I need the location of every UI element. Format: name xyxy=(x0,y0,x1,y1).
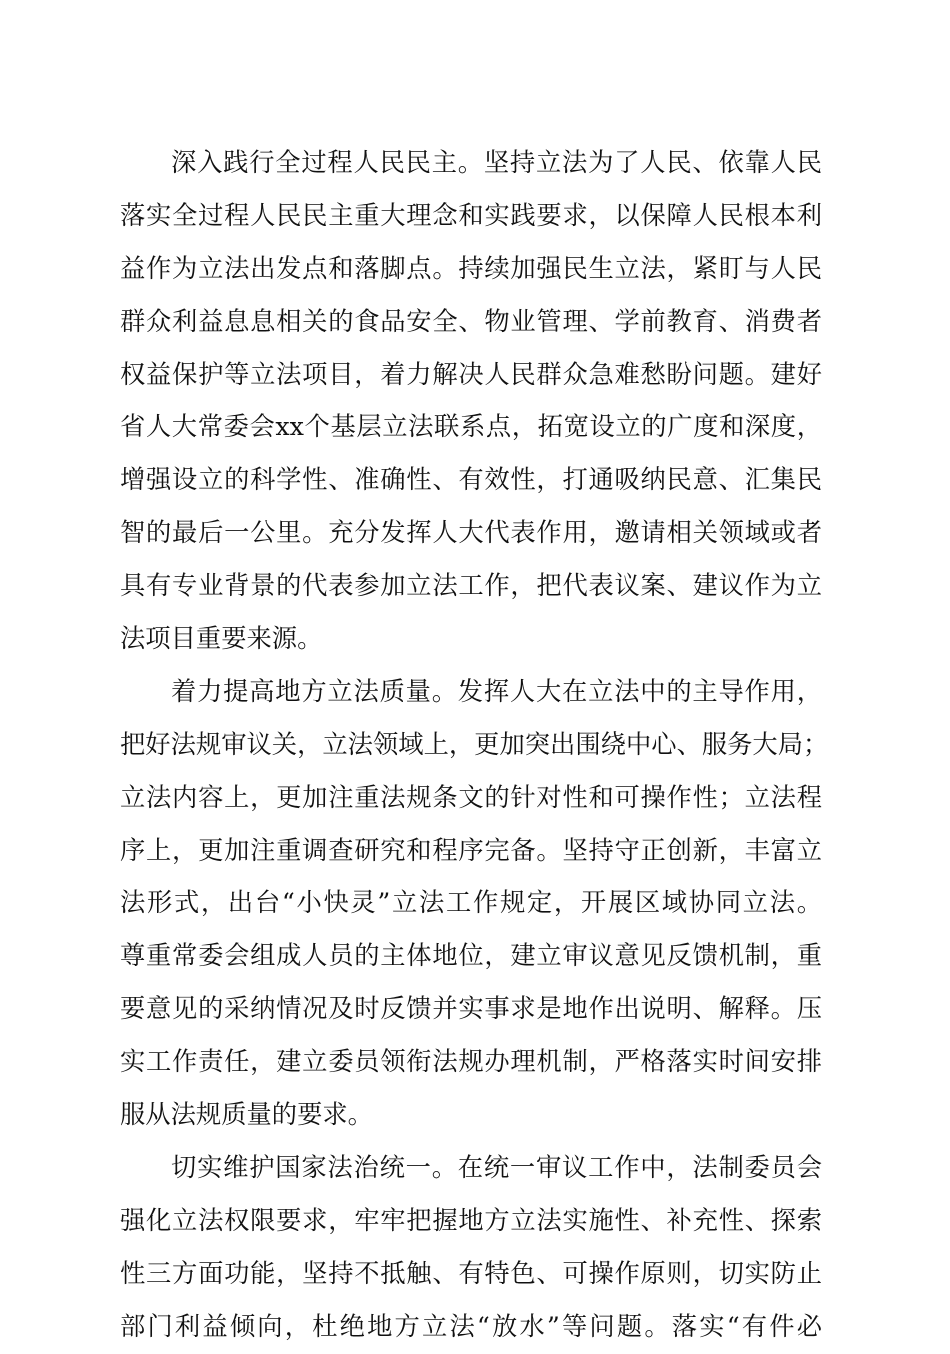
text-line: 性三方面功能，坚持不抵触、有特色、可操作原则，切实防止 xyxy=(120,1258,822,1288)
text-line: 法项目重要来源。 xyxy=(120,624,323,654)
text-line: 省人大常委会xx个基层立法联系点，拓宽设立的广度和深度， xyxy=(120,412,822,442)
text-line: 落实全过程人民民主重大理念和实践要求，以保障人民根本利 xyxy=(120,200,822,230)
paragraph-whole-process-democracy xyxy=(120,137,822,666)
text-line: 部门利益倾向，杜绝地方立法“放水”等问题。落实“有件必 xyxy=(120,1311,822,1341)
text-line: 服从法规质量的要求。 xyxy=(120,1100,373,1130)
text-line: 着力提高地方立法质量。发挥人大在立法中的主导作用， xyxy=(171,676,822,706)
text-line: 益作为立法出发点和落脚点。持续加强民生立法，紧盯与人民 xyxy=(120,253,822,283)
text-line: 权益保护等立法项目，着力解决人民群众急难愁盼问题。建好 xyxy=(120,359,822,389)
text-line: 智的最后一公里。充分发挥人大代表作用，邀请相关领域或者 xyxy=(120,518,822,548)
text-line: 强化立法权限要求，牢牢把握地方立法实施性、补充性、探索 xyxy=(120,1205,822,1235)
text-line: 尊重常委会组成人员的主体地位，建立审议意见反馈机制，重 xyxy=(120,941,822,971)
text-line: 法形式，出台“小快灵”立法工作规定，开展区域协同立法。 xyxy=(120,888,822,918)
paragraph-legislative-quality xyxy=(120,666,829,1142)
text-line: 群众利益息息相关的食品安全、物业管理、学前教育、消费者 xyxy=(120,306,822,336)
text-line: 具有专业背景的代表参加立法工作，把代表议案、建议作为立 xyxy=(120,571,822,601)
text-line: 立法内容上，更加注重法规条文的针对性和可操作性；立法程 xyxy=(120,782,822,812)
paragraph-legal-unity xyxy=(120,1142,822,1354)
text-line: 把好法规审议关，立法领域上，更加突出围绕中心、服务大局； xyxy=(120,729,829,759)
text-line: 要意见的采纳情况及时反馈并实事求是地作出说明、解释。压 xyxy=(120,994,822,1024)
text-line: 实工作责任，建立委员领衔法规办理机制，严格落实时间安排 xyxy=(120,1047,822,1077)
text-line: 序上，更加注重调查研究和程序完备。坚持守正创新，丰富立 xyxy=(120,835,822,865)
text-line: 切实维护国家法治统一。在统一审议工作中，法制委员会 xyxy=(171,1152,822,1182)
text-line: 增强设立的科学性、准确性、有效性，打通吸纳民意、汇集民 xyxy=(120,465,822,495)
document-body xyxy=(120,137,829,1353)
text-line: 深入践行全过程人民民主。坚持立法为了人民、依靠人民 xyxy=(171,148,822,177)
